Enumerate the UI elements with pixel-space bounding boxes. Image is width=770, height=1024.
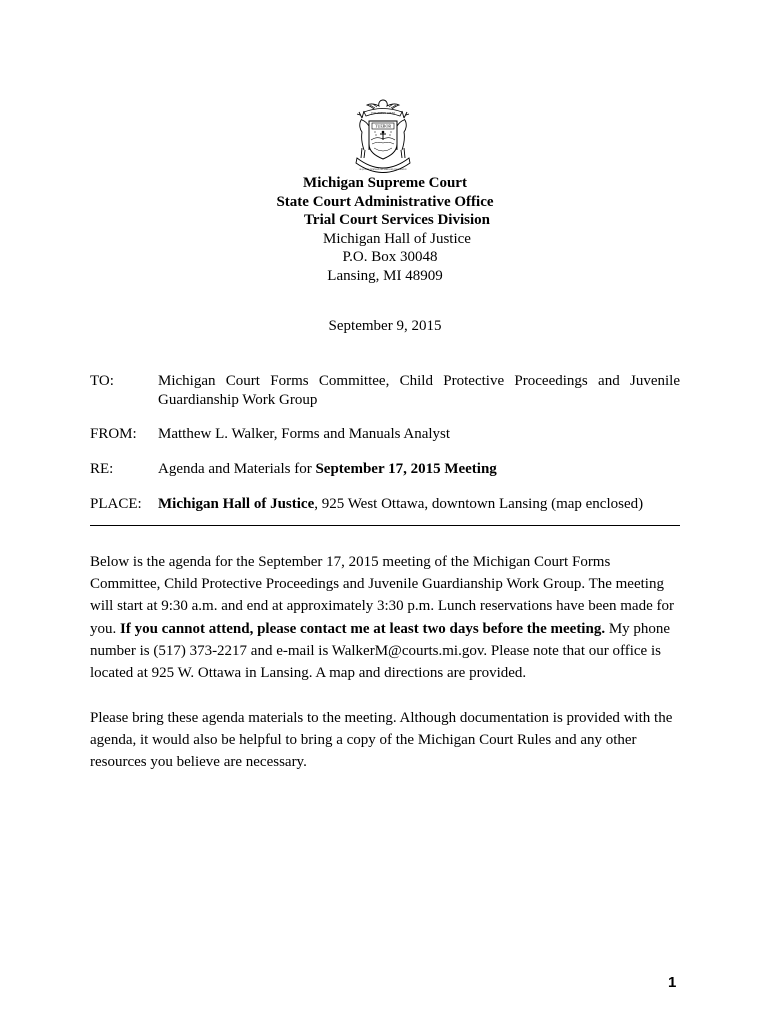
po-box: P.O. Box 30048 bbox=[342, 249, 438, 265]
seal-left-elk bbox=[357, 111, 369, 158]
re-label: RE: bbox=[90, 461, 114, 477]
memo-from-row bbox=[90, 425, 680, 445]
memo-re-row bbox=[90, 460, 680, 480]
from-value: Matthew L. Walker, Forms and Manuals Analyst bbox=[158, 426, 451, 442]
para1-attendance-note: If you cannot attend, please contact me at least two days before the meeting. bbox=[120, 620, 606, 637]
letterhead bbox=[0, 174, 770, 285]
header-divider bbox=[90, 525, 680, 526]
para1-intro: Below is the agenda for the September 17, 2015 meeting of the Michigan Court Forms Committee, Child Protective Proceedings and Juvenile Guardianship Work Group. The meeting will start at 9:30 a.m. and end at approximately 3:30 p.m. Lunch reservations have been made for you. bbox=[90, 554, 674, 637]
seal-shield-text: TUEBOR bbox=[375, 123, 391, 129]
court-name: Michigan Supreme Court bbox=[303, 175, 467, 191]
office-name: State Court Administrative Office bbox=[276, 193, 494, 210]
seal-banner-text: E PLURIBUS UNUM bbox=[371, 112, 395, 115]
re-prefix: Agenda and Materials for bbox=[158, 461, 316, 477]
place-address: , 925 West Ottawa, downtown Lansing (map enclosed) bbox=[314, 496, 644, 512]
place-value bbox=[158, 495, 680, 514]
re-value bbox=[158, 460, 680, 479]
body-paragraph-2: Please bring these agenda materials to the meeting. Although documentation is provided with the agenda, it would also be helpful to bring a copy of the Michigan Court Rules and any other resources you believe are necessary. bbox=[90, 710, 673, 771]
building-name: Michigan Hall of Justice bbox=[323, 230, 471, 247]
seal-right-elk bbox=[397, 111, 409, 158]
seal-ribbon-text: SI QUÆRIS PENINSULAM AMŒNAM CIRCUMSPICE bbox=[359, 169, 407, 171]
seal-shield bbox=[369, 121, 397, 159]
page-number: 1 bbox=[668, 974, 677, 991]
memo-to-row bbox=[90, 372, 680, 412]
memo-date: September 9, 2015 bbox=[328, 318, 442, 334]
city-state-zip: Lansing, MI 48909 bbox=[327, 267, 443, 284]
memo-place-row bbox=[90, 495, 680, 515]
place-venue: Michigan Hall of Justice bbox=[158, 496, 315, 512]
re-meeting-date: September 17, 2015 Meeting bbox=[315, 461, 497, 477]
seal-ribbon bbox=[356, 158, 410, 173]
place-label: PLACE: bbox=[90, 496, 142, 512]
michigan-seal bbox=[340, 92, 426, 178]
from-label: FROM: bbox=[90, 426, 137, 442]
body-paragraph-1 bbox=[90, 551, 680, 684]
to-label: TO: bbox=[90, 373, 114, 389]
para1-contact: My phone number is (517) 373-2217 and e-mail is WalkerM@courts.mi.gov. Please note that our office is located at 925 W. Ottawa in Lansing. A map and directions are provided. bbox=[90, 620, 671, 682]
division-name: Trial Court Services Division bbox=[304, 212, 490, 228]
to-value: Michigan Court Forms Committee, Child Protective Proceedings and Juvenile Guardianship Work Group bbox=[158, 373, 680, 408]
